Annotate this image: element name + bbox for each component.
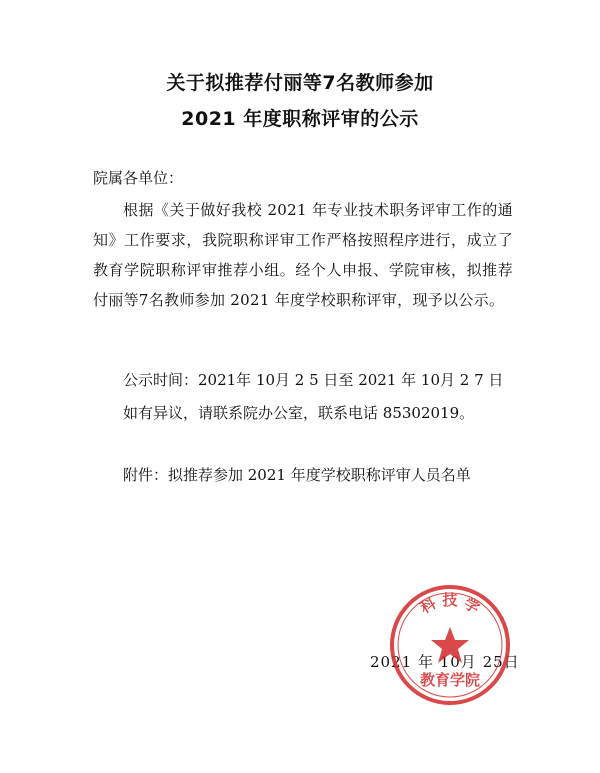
title-line-1: 关于拟推荐付丽等7名教师参加 bbox=[166, 72, 434, 94]
contact-info: 如有异议，请联系院办公室，联系电话 85302019。 bbox=[123, 404, 475, 422]
salutation: 院属各单位： bbox=[93, 169, 184, 187]
issue-date: 2021 年 10月 25日 bbox=[370, 653, 520, 671]
official-seal-stamp bbox=[388, 583, 512, 707]
seal-top-text: 科 技 学 bbox=[417, 591, 483, 618]
seal-bottom-text: 教育学院 bbox=[419, 671, 481, 689]
notice-period: 公示时间：2021年 10月 2 5 日至 2021 年 10月 2 7 日 bbox=[123, 371, 504, 389]
body-paragraph: 根据《关于做好我校 2021 年专业技术职务评审工作的通知》工作要求，我院职称评审工作严格按照程序进行，成立了教育学院职称评审推荐小组。经个人申报、学院审核，拟推荐付丽等7名教师参加 2021 年度学校职称评审，现予以公示。 bbox=[93, 201, 513, 309]
seal-star-icon bbox=[431, 627, 469, 663]
title-line-2: 2021 年度职称评审的公示 bbox=[181, 108, 419, 130]
attachment-note: 附件：拟推荐参加 2021 年度学校职称评审人员名单 bbox=[123, 466, 471, 484]
svg-text:科 技 学 bbox=[416, 591, 482, 618]
